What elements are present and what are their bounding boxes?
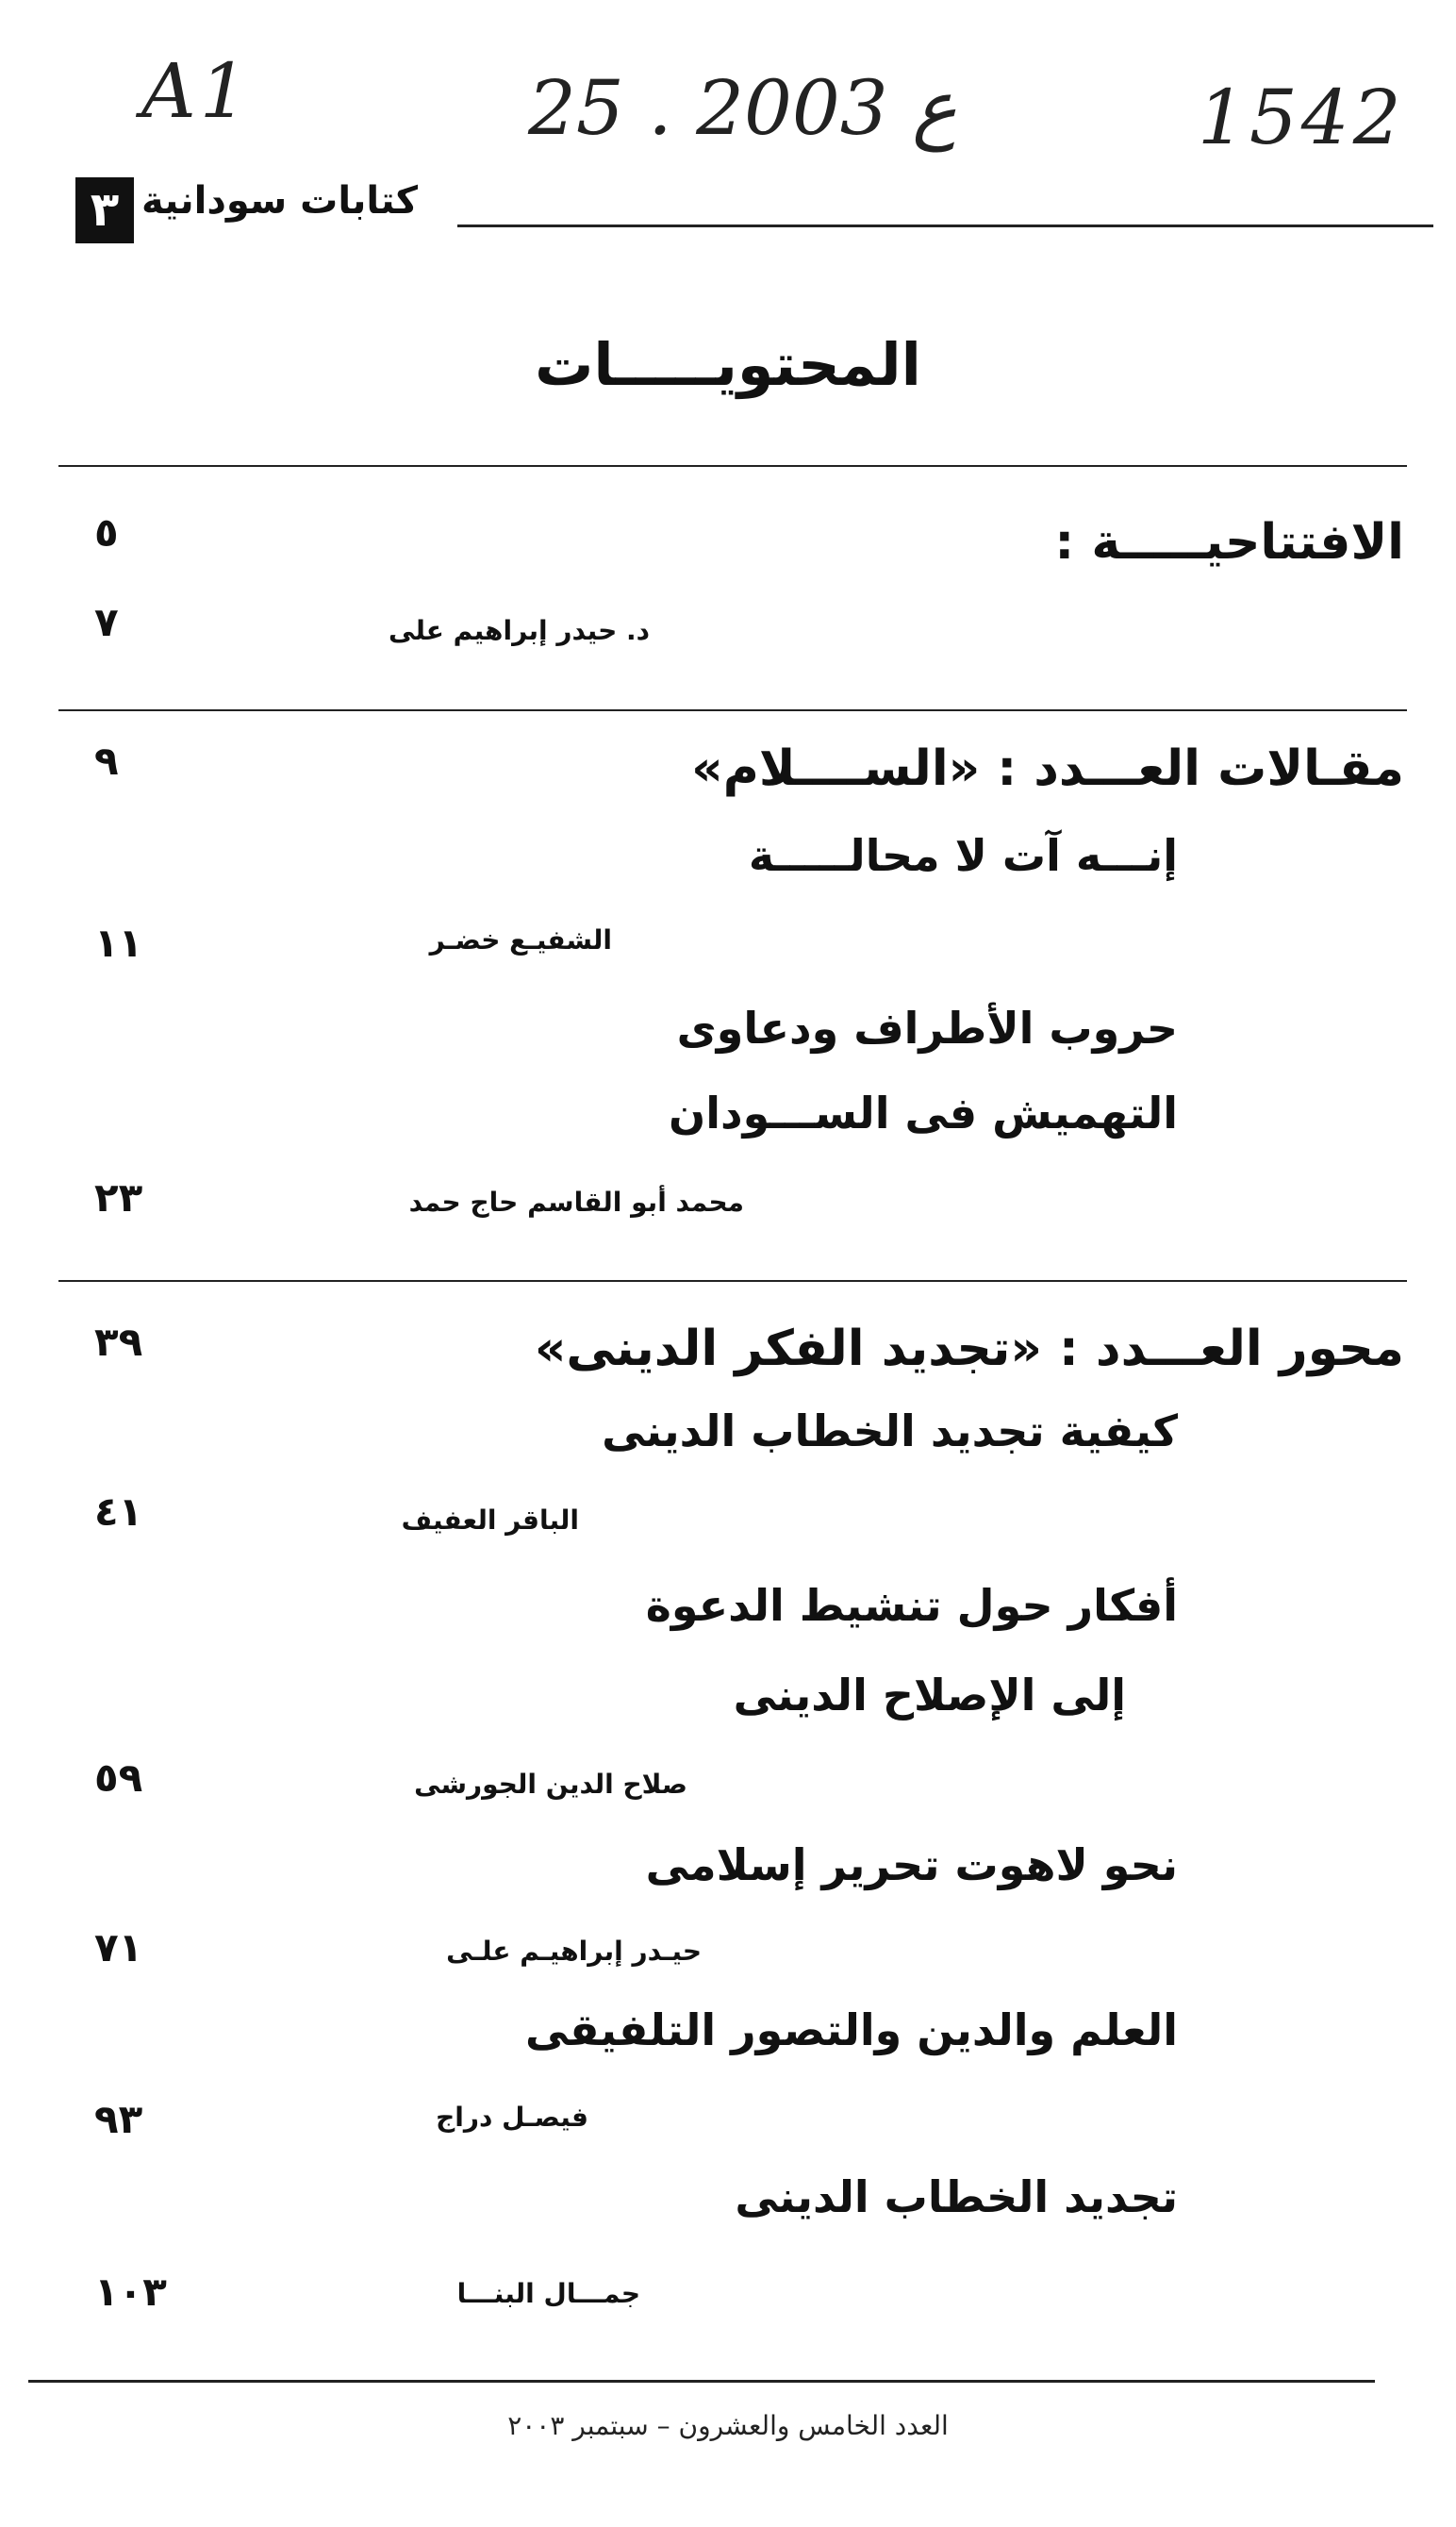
article-title: التهميش فى الســـودان bbox=[668, 1088, 1178, 1139]
journal-name: كتابات سودانية bbox=[141, 179, 419, 223]
page-ref: ٤١ bbox=[94, 1488, 143, 1535]
page-ref: ٩ bbox=[94, 738, 119, 784]
section-heading: الافتتاحيـــــة : bbox=[1054, 514, 1404, 571]
section-heading: مقـالات العـــدد : «الســــلام» bbox=[691, 740, 1404, 797]
author-name: حيـدر إبراهيـم علـى bbox=[446, 1936, 702, 1967]
author-name: فيصـل دراج bbox=[436, 2102, 588, 2133]
author-name: الباقر العفيف bbox=[401, 1505, 579, 1536]
handwritten-number: 1542 bbox=[1198, 74, 1405, 161]
handwritten-date: 25 . ع 2003 bbox=[528, 64, 957, 152]
issue-footer: العدد الخامس والعشرون – سبتمبر ٢٠٠٣ bbox=[507, 2410, 949, 2441]
article-title: إنـــه آت لا محالـــــة bbox=[748, 830, 1178, 881]
article-title: كيفية تجديد الخطاب الدينى bbox=[602, 1405, 1178, 1456]
page-ref: ٣٩ bbox=[94, 1319, 143, 1365]
article-title: تجديد الخطاب الدينى bbox=[735, 2171, 1178, 2222]
article-title: أفكار حول تنشيط الدعوة bbox=[645, 1580, 1178, 1631]
page-ref: ٥ bbox=[94, 509, 119, 556]
page-ref: ٥٩ bbox=[94, 1754, 143, 1801]
page-ref: ١١ bbox=[94, 920, 143, 966]
author-name: محمد أبو القاسم حاج حمد bbox=[408, 1187, 744, 1218]
section-rule bbox=[58, 709, 1407, 711]
author-name: د. حيدر إبراهيم على bbox=[389, 615, 650, 646]
article-title: نحو لاهوت تحرير إسلامى bbox=[645, 1839, 1178, 1890]
page-title: المحتويـــــات bbox=[535, 330, 921, 399]
page-ref: ٩٣ bbox=[94, 2096, 143, 2142]
article-title: العلم والدين والتصور التلفيقى bbox=[525, 2004, 1178, 2055]
page-ref: ١٠٣ bbox=[94, 2269, 167, 2315]
article-title: حروب الأطراف ودعاوى bbox=[676, 1003, 1178, 1054]
header-rule bbox=[457, 224, 1433, 227]
section-heading: محور العـــدد : «تجديد الفكر الدينى» bbox=[534, 1321, 1404, 1377]
article-title: إلى الإصلاح الدينى bbox=[733, 1670, 1126, 1721]
page-ref: ٢٣ bbox=[94, 1174, 143, 1221]
page-ref: ٧ bbox=[94, 599, 119, 645]
author-name: صلاح الدين الجورشى bbox=[414, 1769, 687, 1800]
author-name: جمـــال البنـــا bbox=[456, 2278, 640, 2309]
author-name: الشفيـع خضـر bbox=[429, 924, 612, 956]
page-ref: ٧١ bbox=[94, 1924, 143, 1970]
footer-rule bbox=[28, 2380, 1375, 2383]
title-rule bbox=[58, 465, 1407, 467]
handwritten-code: A1 bbox=[141, 47, 252, 135]
section-rule bbox=[58, 1280, 1407, 1282]
page-number-box: ٣ bbox=[75, 177, 134, 243]
